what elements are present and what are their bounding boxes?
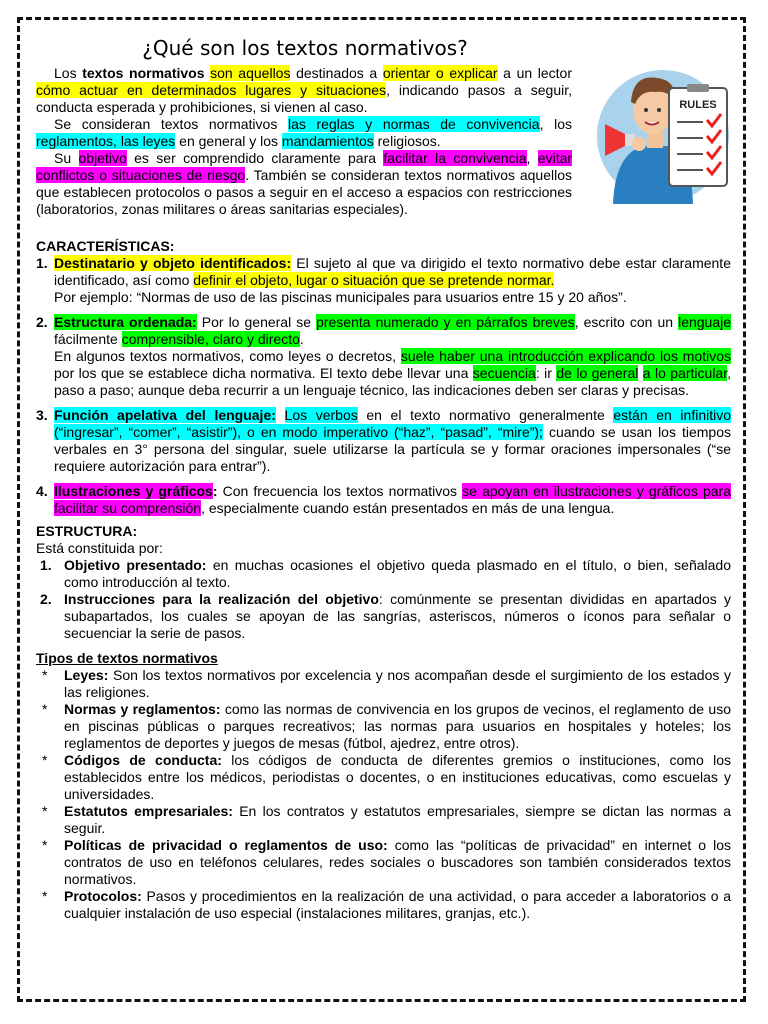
tipo-item: * Normas y reglamentos: como las normas de convivencia en los grupos de vecinos, el reglamento de uso en piscinas públicas o parques recreativos; las normas para usuarios en hospitales y hoteles; los reglamentos de deportes y juegos de mesas (fútbol, ajedrez, entre otros).: [42, 701, 732, 751]
tipo-item: * Códigos de conducta: los códigos de conducta de diferentes gremios o instituciones, como los establecidos entre los médicos, periodistas o docentes, o en instituciones educativas, como escuelas y universidades.: [42, 752, 731, 802]
caracteristica-item-4: 4. Ilustraciones y gráficos: Con frecuencia los textos normativos se apoyan en ilustraciones y gráficos para facilitar su comprensión, especialmente cuando están presentados en más de una lengua.: [36, 483, 731, 516]
caracteristica-item-1: 1. Destinatario y objeto identificados: El sujeto al que va dirigido el texto normativo debe estar claramente identificado, así como definir el objeto, lugar o situación que se pretende normar. Por ejemplo: “Normas de uso de las piscinas municipales para usuarios entre 15 y 20 años”.: [36, 255, 731, 305]
estructura-item-1: 1. Objetivo presentado: en muchas ocasiones el objetivo queda plasmado en el título, o bien, señalado como introducción al texto.: [40, 557, 731, 590]
tipos-list: [36, 667, 731, 922]
caracteristicas-heading: CARACTERÍSTICAS:: [36, 238, 175, 254]
rules-illustration: [595, 44, 735, 204]
estructura-item-2: 2. Instrucciones para la realización del objetivo: comúnmente se presentan divididas en apartados y subapartados, los cuales se apoyan de las sangrías, asteriscos, números o íconos para señalar o secuenciar la serie de pasos.: [40, 591, 731, 641]
intro-paragraph-3: Su objetivo es ser comprendido claramente para facilitar la convivencia, evitar conflictos o situaciones de riesgo. También se consideran textos normativos aquellos que establecen protocolos o pasos a seguir en el acceso a espacios con restricciones (laboratorios, zonas militares o áreas sanitarias especiales).: [36, 150, 573, 217]
estructura-heading: ESTRUCTURA:: [36, 523, 138, 539]
estructura-list: [36, 557, 731, 642]
main-content: [36, 238, 731, 922]
intro-paragraph-2: Se consideran textos normativos las reglas y normas de convivencia, los reglamentos, las leyes en general y los mandamientos religiosos.: [36, 116, 572, 149]
page-title: ¿Qué son los textos normativos?: [142, 36, 468, 60]
rules-sign-text: RULES: [679, 99, 717, 111]
tipo-item: * Políticas de privacidad o reglamentos de uso: como las “políticas de privacidad” en internet o los contratos de uso en teléfonos celulares, redes sociales o buscadores son también considerados textos normativos.: [42, 837, 731, 887]
estructura-intro: Está constituida por:: [36, 540, 163, 556]
intro-paragraph-1: Los textos normativos son aquellos destinados a orientar o explicar a un lector cómo actuar en determinados lugares y situaciones, indicando pasos a seguir, conducta esperada y prohibiciones, si vienen al caso.: [36, 65, 573, 115]
intro-section: [36, 65, 572, 218]
tipo-item: * Protocolos: Pasos y procedimientos en la realización de una actividad, o para acceder a laboratorios o a cualquier instalación de uso especial (instalaciones militares, granjas, etc.).: [42, 888, 731, 921]
tipos-heading: Tipos de textos normativos: [36, 650, 218, 666]
tipo-item: * Estatutos empresariales: En los contratos y estatutos empresariales, siempre se dictan las normas a seguir.: [42, 803, 731, 836]
caracteristica-item-3: 3. Función apelativa del lenguaje: Los verbos en el texto normativo generalmente están en infinitivo (“ingresar”, “comer”, “asistir”), o en modo imperativo (“haz”, “pasad”, “mire”); cuando se usan los tiempos verbales en 3° persona del singular, suele utilizarse la partícula se y formar oraciones impersonales (“se requiere autorización para entrar”).: [36, 407, 732, 474]
tipo-item: * Leyes: Son los textos normativos por excelencia y nos acompañan desde el surgimiento de los estados y las religiones.: [42, 667, 731, 700]
caracteristica-item-2: 2. Estructura ordenada: Por lo general se presenta numerado y en párrafos breves, escrito con un lenguaje fácilmente comprensible, claro y directo. En algunos textos normativos, como leyes o decretos, suele haber una introducción explicando los motivos por los que se establece dicha normativa. El texto debe llevar una secuencia: ir de lo general a lo particular, paso a paso; aunque deba recurrir a un lenguaje técnico, las indicaciones deben ser claras y precisas.: [36, 314, 732, 398]
